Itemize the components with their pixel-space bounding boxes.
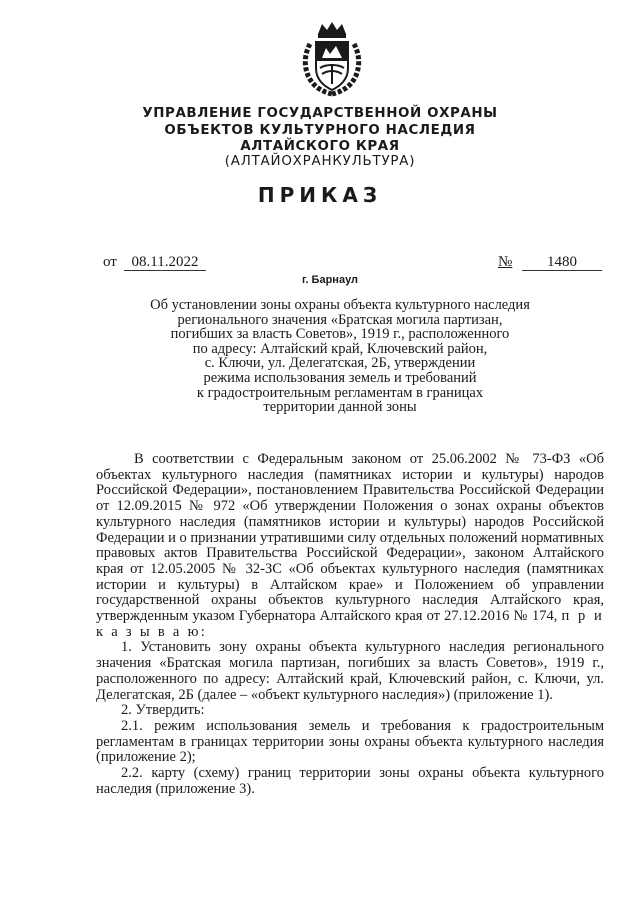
organization-name-line2: ОБЪЕКТОВ КУЛЬТУРНОГО НАСЛЕДИЯ — [164, 123, 476, 138]
document-title: ПРИКАЗ — [257, 183, 383, 207]
order-word: п р и к а з ы в а ю: — [96, 608, 604, 640]
preamble-paragraph — [96, 452, 604, 640]
item-2-paragraph: 2. Утвердить: — [121, 702, 205, 719]
document-number: 1480 — [522, 254, 602, 271]
organization-name-line1: УПРАВЛЕНИЕ ГОСУДАРСТВЕННОЙ ОХРАНЫ — [142, 106, 498, 121]
subject-line: территории данной зоны — [263, 399, 417, 416]
subject-line: регионального значения «Братская могила партизан, — [177, 311, 503, 328]
document-subject — [150, 298, 530, 415]
city-name: г. Барнаул — [301, 274, 359, 286]
item-2-1-paragraph: 2.1. режим использования земель и требования к градостроительным регламентам в границах территории зоны охраны объекта культурного наследия (приложение 2); — [96, 717, 604, 766]
organization-short-name: (АЛТАЙОХРАНКУЛЬТУРА) — [224, 154, 416, 169]
subject-line: Об установлении зоны охраны объекта культурного наследия — [150, 297, 530, 313]
preamble-text: В соответствии с Федеральным законом от 25.06.2002 № 73-ФЗ «Об объектах культурного наследия (памятниках истории и культуры) народов Российской Федерации», постановлением Правительства Российской Федерации от 12.09.2015 № 972 «Об утверждении Положения о зонах охраны объектов культурного наследия (памятников истории и культуры) народов Российской Федерации и о признании утратившими силу отдельных положений нормативных правовых актов Правительства Российской Федерации», законом Алтайского края от 12.05.2005 № 32-ЗС «Об объектах культурного наследия (памятниках истории и культуры) в Алтайском крае» и Положением об управлении государственной охраны объектов культурного наследия Алтайского края, утвержденным указом Губернатора Алтайского края от 27.12.2016 № 174, — [96, 451, 604, 625]
document-body — [96, 452, 604, 797]
organization-name-line3: АЛТАЙСКОГО КРАЯ — [240, 139, 400, 154]
document-date: 08.11.2022 — [124, 254, 206, 271]
subject-line: погибших за власть Советов», 1919 г., расположенного — [170, 326, 510, 343]
date-prefix: от — [103, 254, 117, 270]
number-prefix: № — [498, 254, 513, 270]
item-2-2-paragraph: 2.2. карту (схему) границ территории зоны охраны объекта культурного наследия (приложение 3). — [96, 765, 604, 797]
coat-of-arms-icon — [296, 20, 368, 98]
subject-line: режима использования земель и требований — [203, 369, 477, 386]
subject-line: к градостроительным регламентам в границах — [196, 384, 484, 401]
item-1-paragraph: 1. Установить зону охраны объекта культурного наследия регионального значения «Братская могила партизан, погибших за власть Советов», 1919 г., расположенного по адресу: Алтайский край, Ключевский район, с. Ключи, ул. Делегатская, 2Б (далее – «объект культурного наследия») (приложение 1). — [96, 639, 604, 703]
subject-line: с. Ключи, ул. Делегатская, 2Б, утверждении — [204, 355, 476, 372]
subject-line: по адресу: Алтайский край, Ключевский район, — [192, 340, 488, 357]
